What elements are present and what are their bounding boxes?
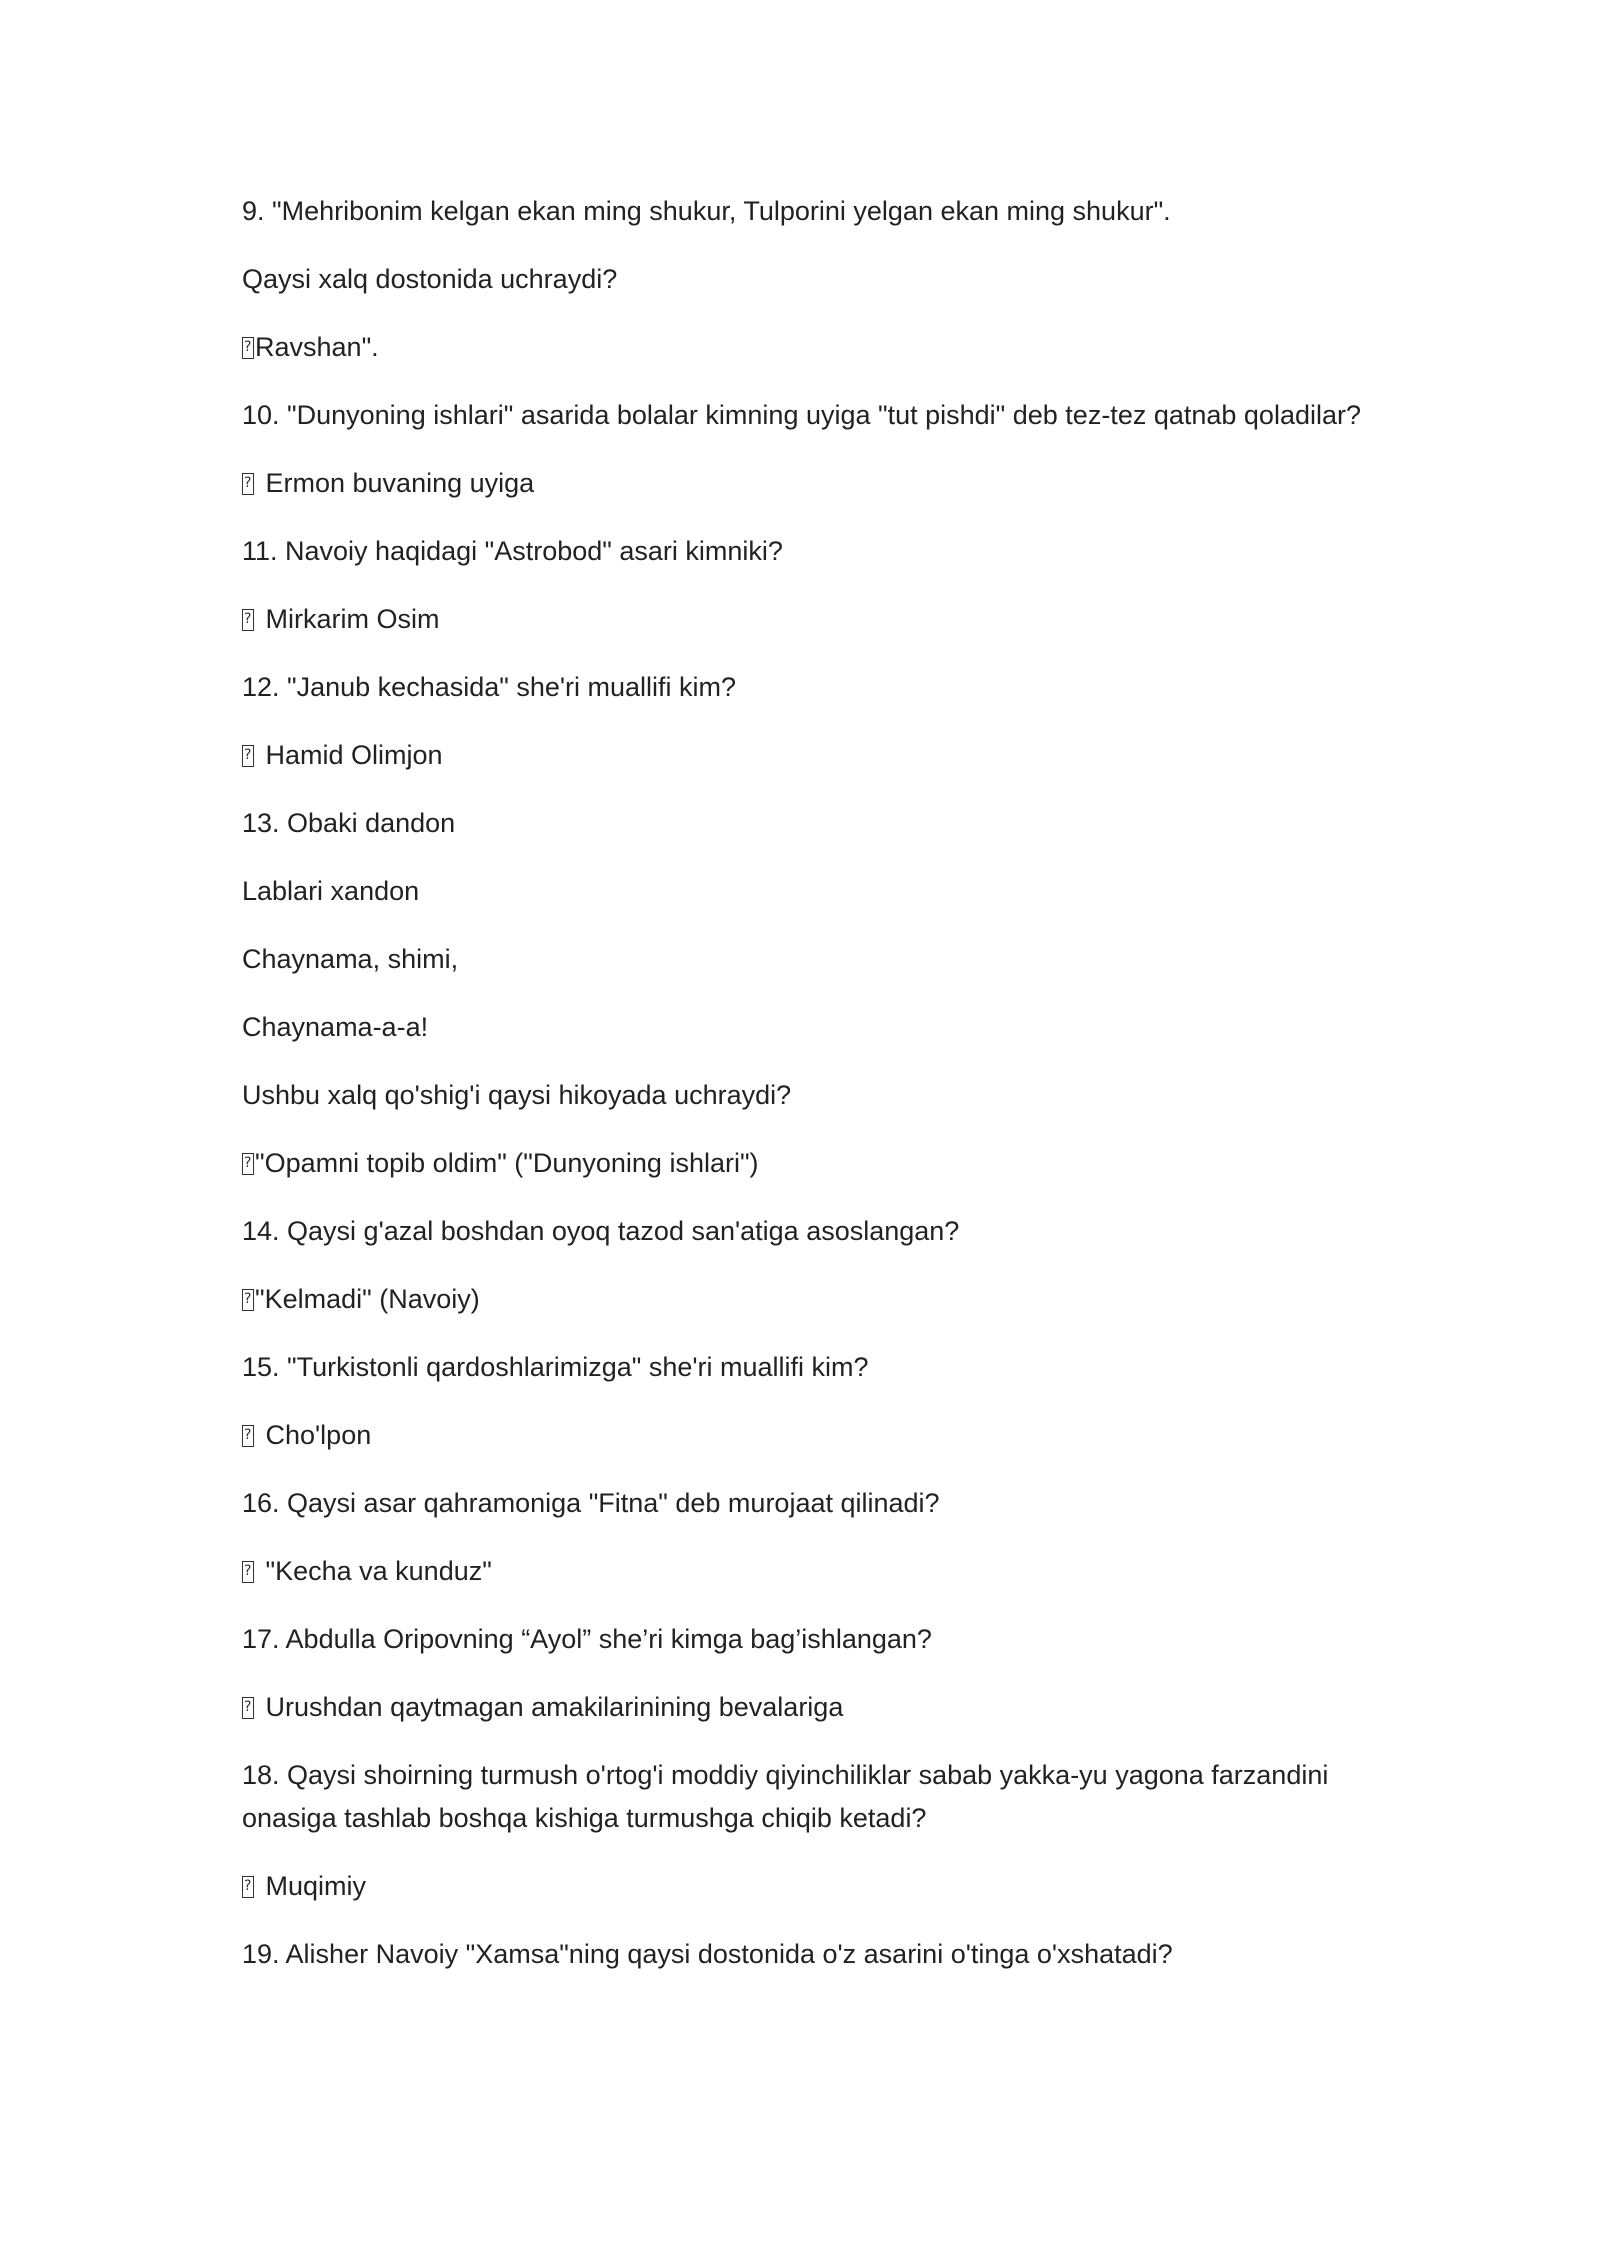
question-text: 19. Alisher Navoiy "Xamsa"ning qaysi dostonida o'z asarini o'tinga o'xshatadi? <box>242 1939 1173 1969</box>
answer-text: Muqimiy <box>258 1871 367 1901</box>
answer-paragraph <box>242 462 1372 505</box>
question-text: 9. "Mehribonim kelgan ekan ming shukur, Tulporini yelgan ekan ming shukur". <box>242 196 1171 226</box>
missing-glyph-icon <box>242 1876 254 1898</box>
missing-glyph-icon <box>242 337 254 359</box>
question-text: 12. "Janub kechasida" she'ri muallifi kim? <box>242 672 737 702</box>
question-text: 16. Qaysi asar qahramoniga "Fitna" deb murojaat qilinadi? <box>242 1488 940 1518</box>
missing-glyph-icon <box>242 1153 254 1175</box>
answer-paragraph <box>242 598 1372 641</box>
question-paragraph <box>242 190 1372 233</box>
answer-paragraph <box>242 326 1372 369</box>
missing-glyph-icon <box>242 1697 254 1719</box>
missing-glyph-icon <box>242 1561 254 1583</box>
answer-text: Cho'lpon <box>258 1420 372 1450</box>
question-paragraph <box>242 1074 1372 1117</box>
answer-paragraph <box>242 734 1372 777</box>
question-paragraph <box>242 1933 1372 1976</box>
missing-glyph-icon <box>242 473 254 495</box>
answer-text: "Kelmadi" (Navoiy) <box>255 1284 480 1314</box>
question-text: 18. Qaysi shoirning turmush o'rtog'i moddiy qiyinchiliklar sabab yakka-yu yagona farzandini onasiga tashlab boshqa kishiga turmushga chiqib ketadi? <box>242 1760 1329 1833</box>
answer-text: "Kecha va kunduz" <box>258 1556 492 1586</box>
question-paragraph <box>242 666 1372 709</box>
question-paragraph <box>242 258 1372 301</box>
answer-text: Mirkarim Osim <box>258 604 440 634</box>
question-text: Chaynama, shimi, <box>242 944 459 974</box>
question-paragraph <box>242 1482 1372 1525</box>
question-paragraph <box>242 802 1372 845</box>
question-text: 14. Qaysi g'azal boshdan oyoq tazod san'atiga asoslangan? <box>242 1216 960 1246</box>
question-paragraph <box>242 1346 1372 1389</box>
answer-paragraph <box>242 1865 1372 1908</box>
question-text: Ushbu xalq qo'shig'i qaysi hikoyada uchraydi? <box>242 1080 792 1110</box>
question-paragraph <box>242 938 1372 981</box>
question-paragraph <box>242 1754 1372 1840</box>
question-paragraph <box>242 1210 1372 1253</box>
answer-text: "Opamni topib oldim" ("Dunyoning ishlari") <box>255 1148 759 1178</box>
document-body <box>242 190 1372 2001</box>
missing-glyph-icon <box>242 1425 254 1447</box>
answer-text: Ravshan". <box>255 332 379 362</box>
question-text: 11. Navoiy haqidagi "Astrobod" asari kimniki? <box>242 536 783 566</box>
question-paragraph <box>242 530 1372 573</box>
answer-text: Urushdan qaytmagan amakilarinining bevalariga <box>258 1692 844 1722</box>
question-text: 13. Obaki dandon <box>242 808 456 838</box>
answer-paragraph <box>242 1414 1372 1457</box>
question-text: Lablari xandon <box>242 876 420 906</box>
question-paragraph <box>242 394 1372 437</box>
missing-glyph-icon <box>242 745 254 767</box>
question-text: Qaysi xalq dostonida uchraydi? <box>242 264 618 294</box>
question-text: 17. Abdulla Oripovning “Ayol” she’ri kimga bag’ishlangan? <box>242 1624 932 1654</box>
missing-glyph-icon <box>242 609 254 631</box>
answer-text: Hamid Olimjon <box>258 740 443 770</box>
missing-glyph-icon <box>242 1289 254 1311</box>
question-text: Chaynama-a-a! <box>242 1012 429 1042</box>
answer-paragraph <box>242 1550 1372 1593</box>
question-paragraph <box>242 1006 1372 1049</box>
question-paragraph <box>242 1618 1372 1661</box>
question-text: 10. "Dunyoning ishlari" asarida bolalar kimning uyiga "tut pishdi" deb tez-tez qatnab qoladilar? <box>242 400 1361 430</box>
question-text: 15. "Turkistonli qardoshlarimizga" she'ri muallifi kim? <box>242 1352 869 1382</box>
answer-paragraph <box>242 1142 1372 1185</box>
question-paragraph <box>242 870 1372 913</box>
answer-paragraph <box>242 1278 1372 1321</box>
answer-paragraph <box>242 1686 1372 1729</box>
answer-text: Ermon buvaning uyiga <box>258 468 535 498</box>
